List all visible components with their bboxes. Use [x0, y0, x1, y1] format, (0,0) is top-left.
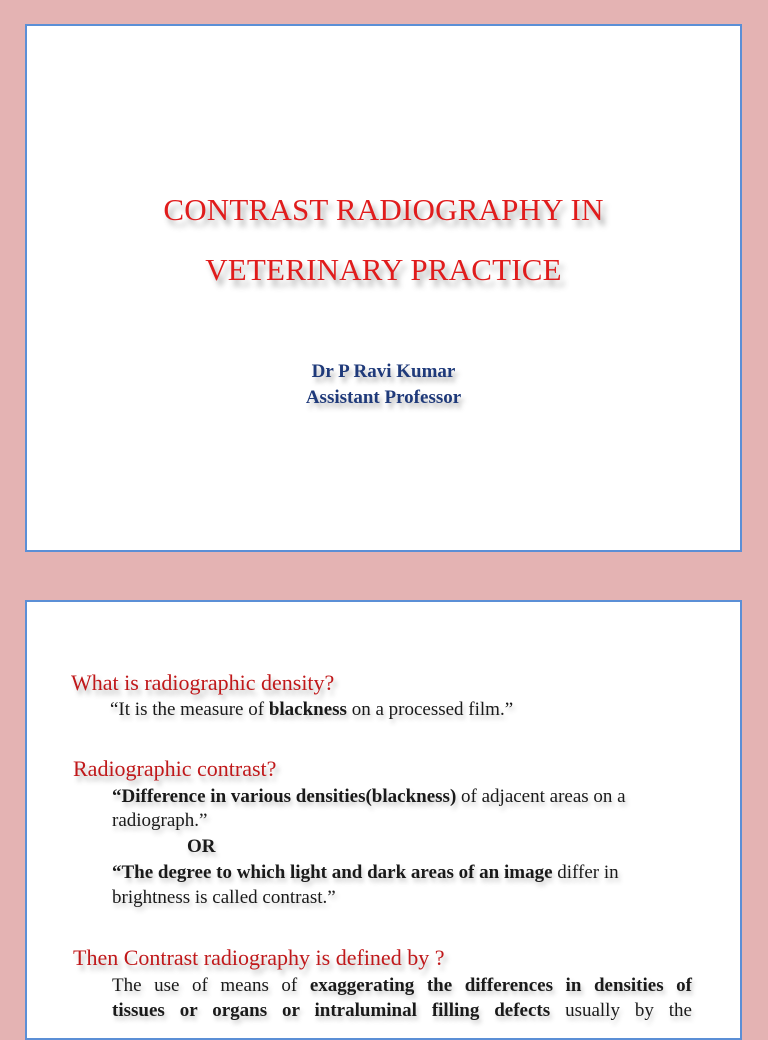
definitions-slide [25, 600, 742, 1040]
contrast-definition-1-line-1 [112, 787, 626, 806]
definition-line-1-pre: The use of means of [112, 975, 310, 996]
density-definition [110, 700, 513, 719]
contrast-def-2-post: differ in [552, 862, 619, 883]
definition-line-1 [112, 976, 692, 995]
contrast-definition-1-line-2: radiograph.” [112, 810, 208, 831]
contrast-definition-2-line-1 [112, 863, 619, 882]
slide-title-line-1: CONTRAST RADIOGRAPHY IN [163, 192, 604, 227]
heading-radiographic-contrast: Radiographic contrast? [73, 756, 277, 781]
contrast-def-2-bold: “The degree to which light and dark areas of an image [112, 862, 553, 883]
heading-radiographic-density: What is radiographic density? [71, 670, 335, 695]
or-separator: OR [187, 836, 216, 857]
heading-contrast-radiography-definition: Then Contrast radiography is defined by ? [73, 945, 445, 970]
definition-line-2-post: usually by the [550, 1000, 692, 1021]
author-name: Dr P Ravi Kumar [311, 361, 456, 382]
author-role: Assistant Professor [305, 387, 462, 408]
contrast-definition-2-line-2: brightness is called contrast.” [112, 887, 336, 908]
contrast-def-1-bold: “Difference in various densities(blackness) [112, 786, 457, 807]
definition-line-1-bold: exaggerating the differences in densities of [309, 975, 692, 996]
contrast-def-1-post: of adjacent areas on a [456, 786, 626, 807]
density-def-bold: blackness [268, 699, 347, 720]
slide-title-line-2: VETERINARY PRACTICE [205, 252, 562, 287]
definition-line-2 [112, 1001, 692, 1020]
title-slide [25, 24, 742, 552]
density-def-pre: “It is the measure of [110, 699, 269, 720]
definition-line-2-bold: tissues or organs or intraluminal filling defects [112, 1000, 551, 1021]
density-def-post: on a processed film.” [346, 699, 514, 720]
